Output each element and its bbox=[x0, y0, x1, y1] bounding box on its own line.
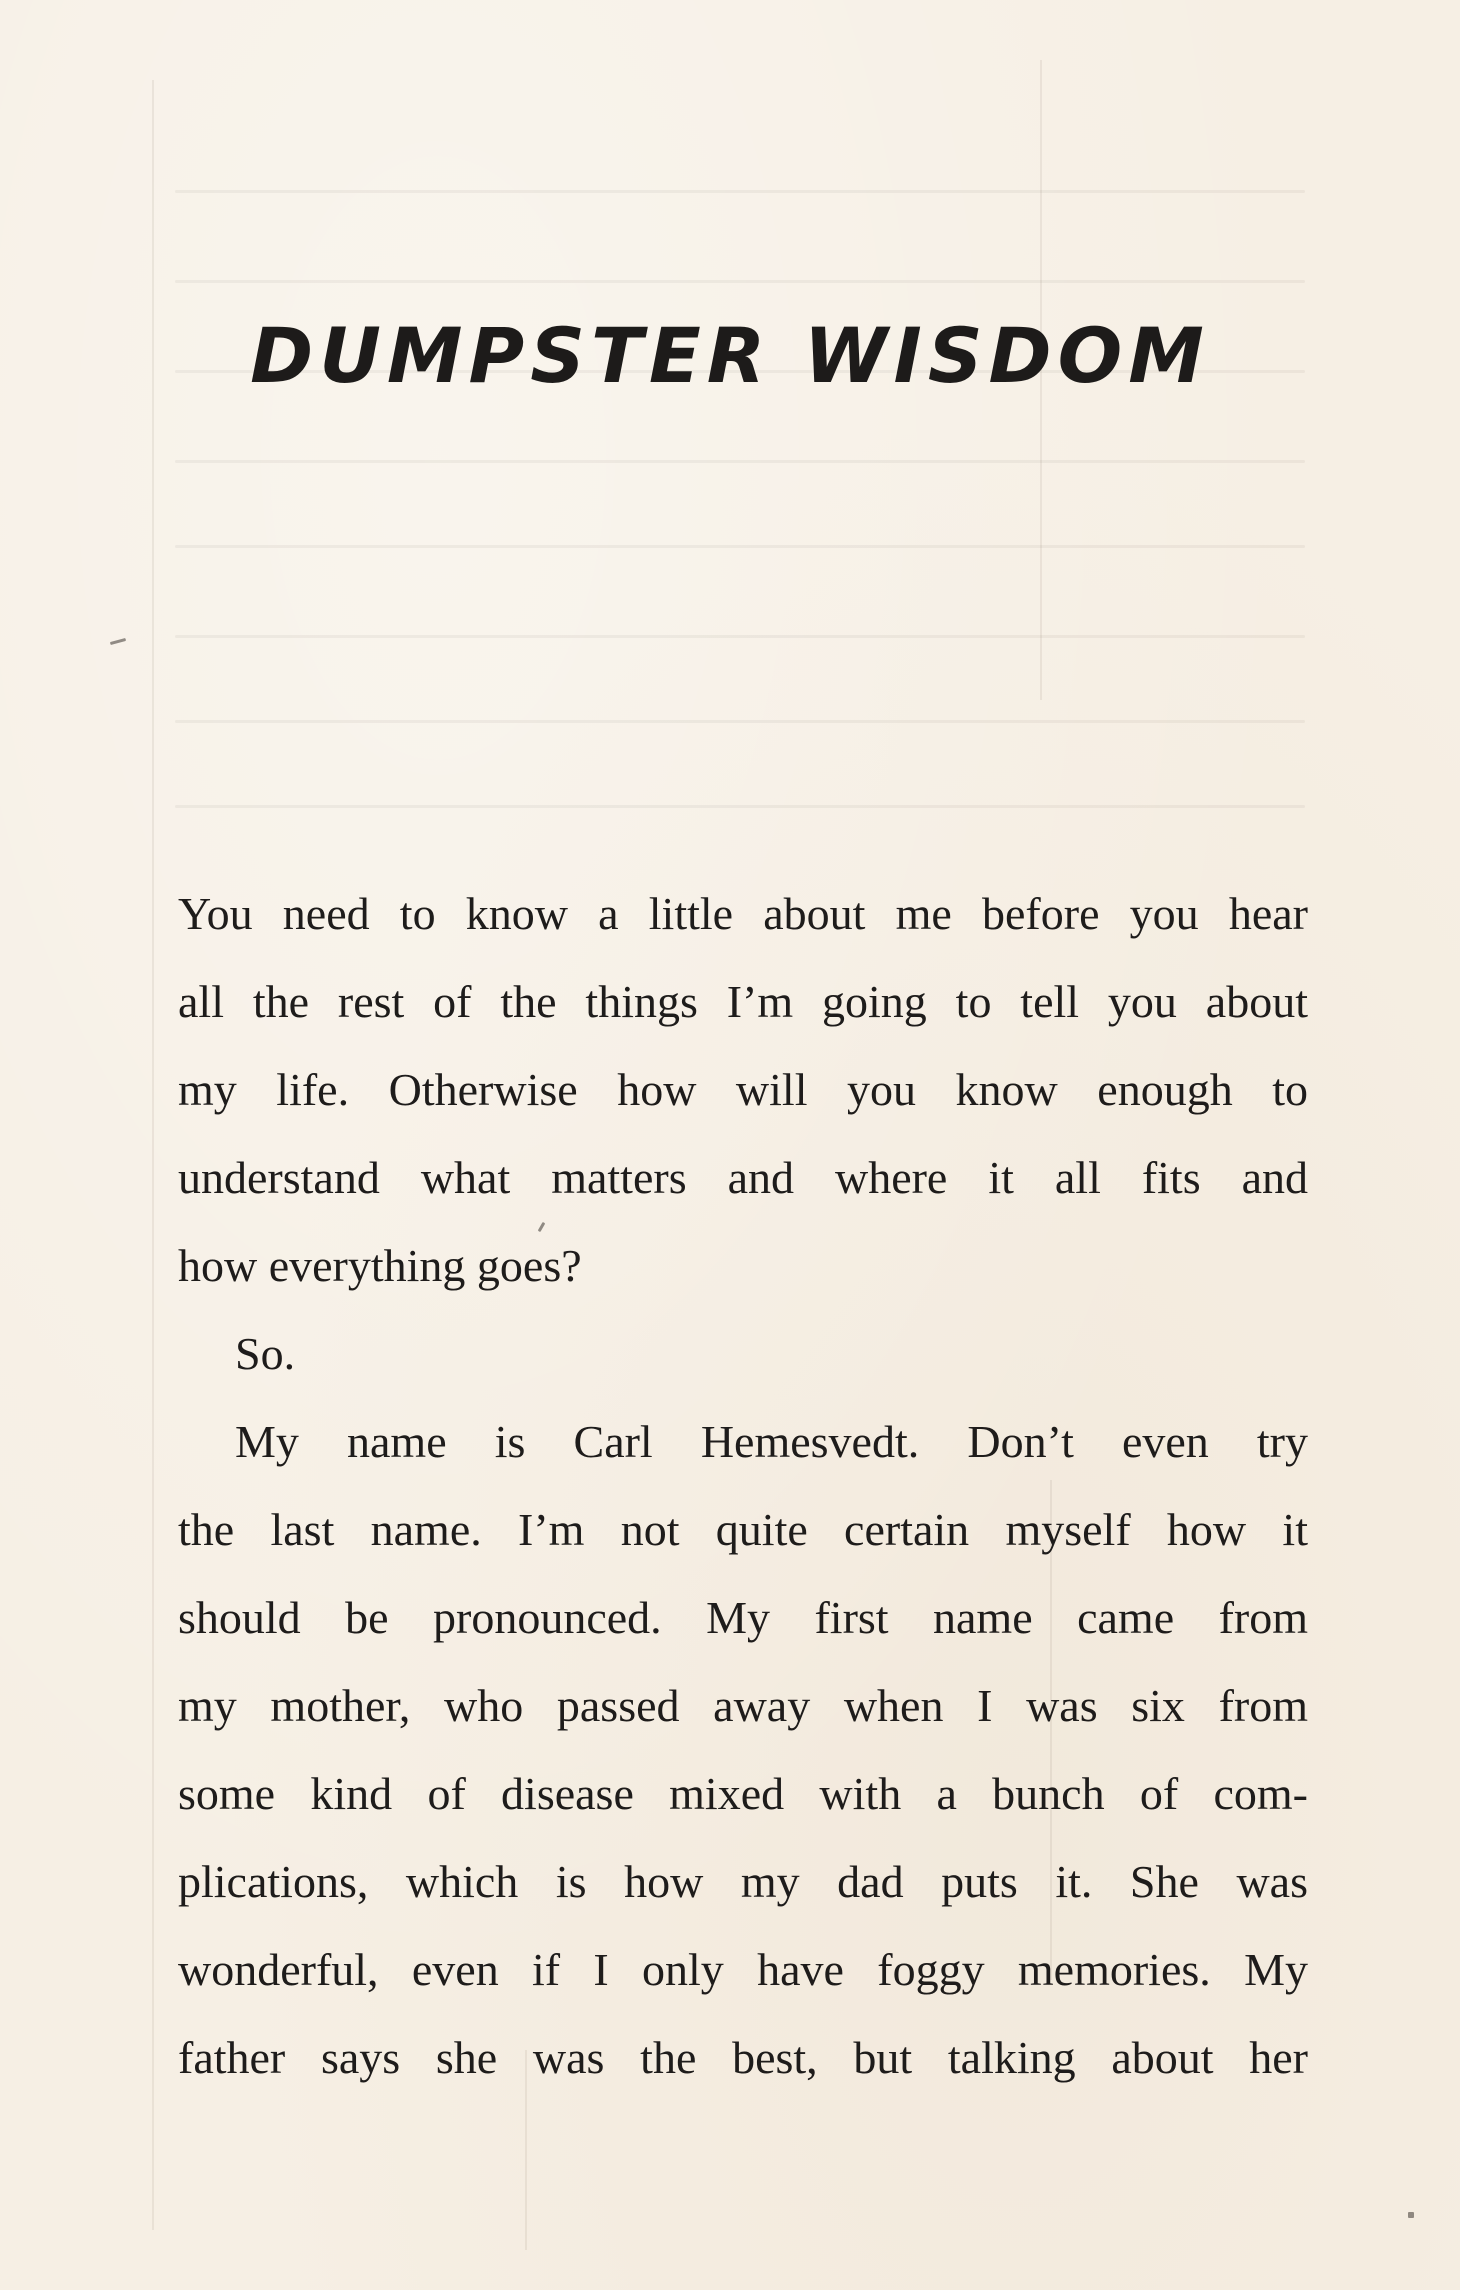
show-through-line bbox=[175, 190, 1305, 193]
page-crease bbox=[152, 80, 154, 2230]
text-line: all the rest of the things I’m going to tell you about bbox=[178, 976, 1308, 1027]
body-text bbox=[178, 870, 1308, 2102]
show-through-line bbox=[175, 635, 1305, 638]
text-line: You need to know a little about me before you hear bbox=[178, 888, 1308, 939]
text-line: father says she was the best, but talking about her bbox=[178, 2032, 1308, 2083]
text-line: plications, which is how my dad puts it. She was bbox=[178, 1856, 1308, 1907]
chapter-title: DUMPSTER WISDOM bbox=[250, 311, 1210, 400]
text-line: wonderful, even if I only have foggy memories. My bbox=[178, 1944, 1308, 1995]
text-line: how everything goes? bbox=[178, 1240, 582, 1291]
show-through-line bbox=[175, 720, 1305, 723]
show-through-line bbox=[175, 460, 1305, 463]
show-through-line bbox=[175, 805, 1305, 808]
text-line: should be pronounced. My first name came from bbox=[178, 1592, 1308, 1643]
show-through-line bbox=[175, 545, 1305, 548]
text-line: some kind of disease mixed with a bunch of com- bbox=[178, 1768, 1308, 1819]
text-line: understand what matters and where it all fits and bbox=[178, 1152, 1308, 1203]
text-line: My name is Carl Hemesvedt. Don’t even try bbox=[235, 1416, 1308, 1467]
text-line: the last name. I’m not quite certain myself how it bbox=[178, 1504, 1308, 1555]
text-line: So. bbox=[235, 1328, 296, 1379]
text-line: my life. Otherwise how will you know enough to bbox=[178, 1064, 1308, 1115]
text-line: my mother, who passed away when I was six from bbox=[178, 1680, 1308, 1731]
paper-speck bbox=[110, 638, 126, 645]
paper-speck bbox=[1408, 2212, 1414, 2218]
show-through-line bbox=[175, 280, 1305, 283]
